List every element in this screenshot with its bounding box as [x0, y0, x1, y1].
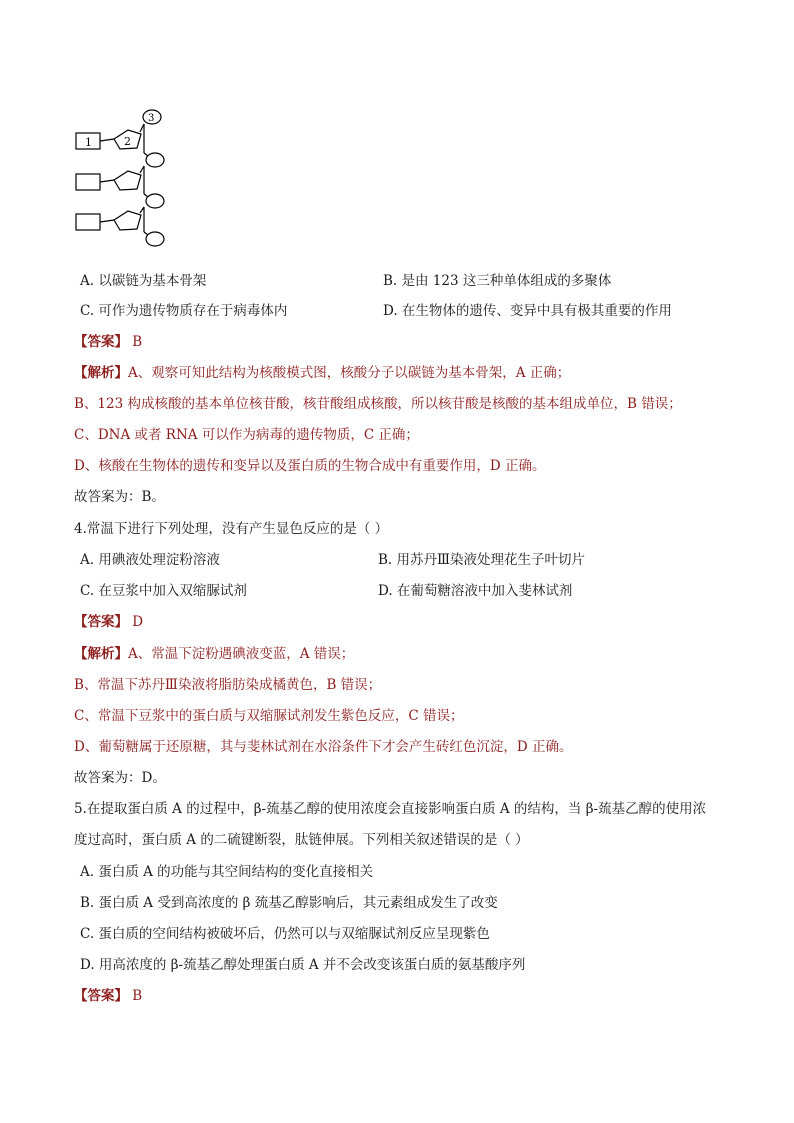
base-ellipse [146, 194, 164, 208]
base-ellipse [146, 153, 164, 167]
q5-stem-line: 5.在提取蛋白质 A 的过程中，β-巯基乙醇的使用浓度会直接影响蛋白质 A 的结构，当 β-巯基乙醇的使用浓 [74, 801, 707, 817]
q3-option-b: B. 是由 123 这三种单体组成的多聚体 [383, 273, 612, 289]
q3-analysis-line: D、核酸在生物体的遗传和变异以及蛋白质的生物合成中有重要作用，D 正确。 [74, 458, 546, 474]
pentose-pentagon [114, 171, 141, 190]
label-1: 1 [85, 136, 92, 149]
label-2: 2 [124, 135, 131, 148]
q3-option-a: A. 以碳链为基本骨架 [80, 273, 207, 289]
q3-analysis-line: B、123 构成核酸的基本单位核苷酸，核苷酸组成核酸，所以核苷酸是核酸的基本组成单位，B 错误； [74, 396, 682, 412]
q3-option-d: D. 在生物体的遗传、变异中具有极其重要的作用 [383, 303, 672, 319]
phosphate-box [76, 214, 100, 230]
q4-stem: 4.常温下进行下列处理，没有产生显色反应的是（ ） [74, 521, 389, 537]
q4-option-a: A. 用碘液处理淀粉溶液 [80, 552, 220, 568]
nucleic-acid-diagram [74, 108, 174, 248]
q3-final-answer: 故答案为：B。 [74, 489, 165, 505]
q3-answer: 【答案】 B [74, 334, 143, 350]
q4-analysis-line: C、常温下豆浆中的蛋白质与双缩脲试剂发生紫色反应，C 错误； [74, 708, 464, 724]
q5-stem-line: 度过高时，蛋白质 A 的二硫键断裂，肽链伸展。下列相关叙述错误的是（ ） [74, 832, 529, 848]
q3-analysis-line: 【解析】A、观察可知此结构为核酸模式图，核酸分子以碳链为基本骨架，A 正确； [74, 365, 571, 381]
pentose-pentagon [114, 211, 141, 230]
q3-option-c: C. 可作为遗传物质存在于病毒体内 [80, 303, 288, 319]
q4-final-answer: 故答案为：D。 [74, 770, 166, 786]
q4-analysis-line: 【解析】A、常温下淀粉遇碘液变蓝，A 错误； [74, 646, 355, 662]
q4-option-d: D. 在葡萄糖溶液中加入斐林试剂 [378, 583, 573, 599]
q5-option-b: B. 蛋白质 A 受到高浓度的 β 巯基乙醇影响后，其元素组成发生了改变 [80, 895, 498, 911]
base-ellipse [146, 232, 164, 246]
label-3: 3 [148, 113, 155, 124]
q3-analysis-line: C、DNA 或者 RNA 可以作为病毒的遗传物质，C 正确； [74, 427, 419, 443]
phosphate-box [76, 174, 100, 190]
q4-option-b: B. 用苏丹Ⅲ染液处理花生子叶切片 [378, 552, 586, 568]
q4-answer: 【答案】 D [74, 614, 144, 630]
q4-analysis-line: D、葡萄糖属于还原糖，其与斐林试剂在水浴条件下才会产生砖红色沉淀，D 正确。 [74, 739, 573, 755]
q5-option-c: C. 蛋白质的空间结构被破坏后，仍然可以与双缩脲试剂反应呈现紫色 [80, 926, 490, 942]
q5-option-a: A. 蛋白质 A 的功能与其空间结构的变化直接相关 [80, 864, 374, 880]
q5-option-d: D. 用高浓度的 β-巯基乙醇处理蛋白质 A 并不会改变该蛋白质的氨基酸序列 [80, 957, 526, 973]
q4-option-c: C. 在豆浆中加入双缩脲试剂 [80, 583, 247, 599]
q4-analysis-line: B、常温下苏丹Ⅲ染液将脂肪染成橘黄色，B 错误； [74, 677, 382, 693]
q5-answer: 【答案】 B [74, 988, 143, 1004]
